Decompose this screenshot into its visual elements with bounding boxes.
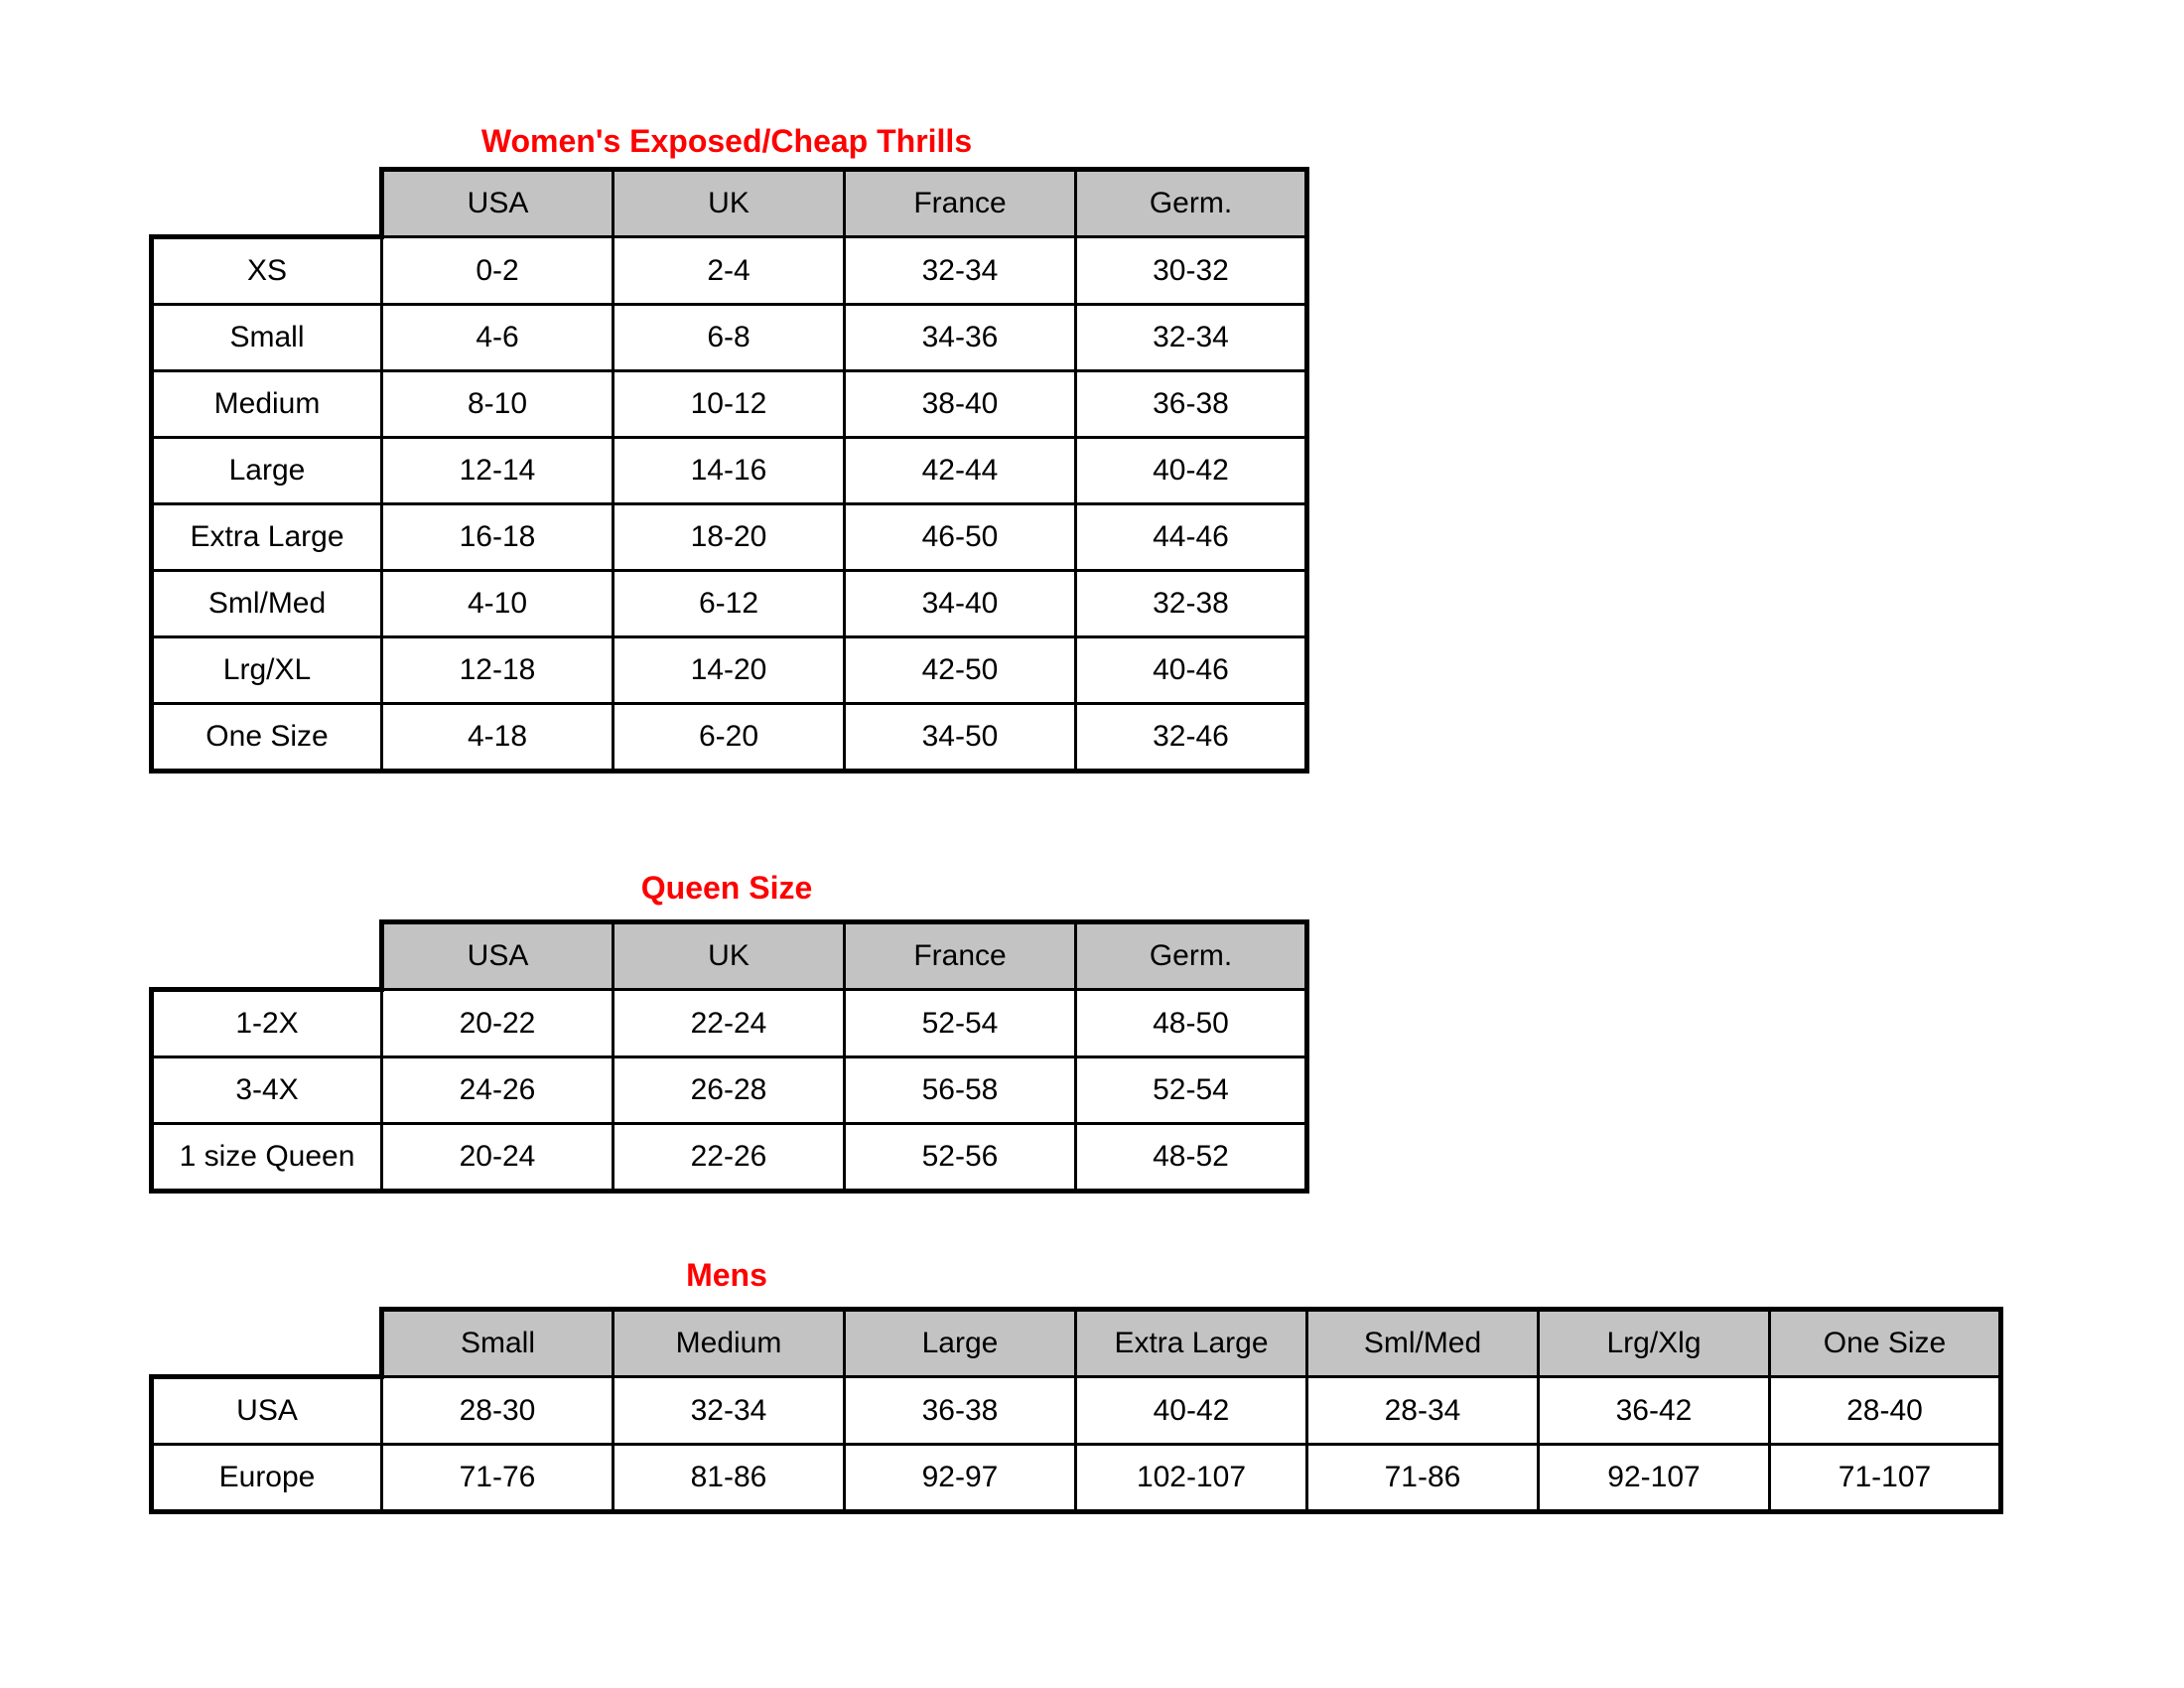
size-value-cell: 34-40	[845, 571, 1076, 637]
size-value-cell: 56-58	[845, 1057, 1076, 1124]
size-value-cell: 48-50	[1076, 990, 1307, 1057]
size-value-cell: 32-46	[1076, 704, 1307, 772]
column-header-cell: Large	[845, 1310, 1076, 1377]
size-value-cell: 52-54	[1076, 1057, 1307, 1124]
size-value-cell: 40-46	[1076, 637, 1307, 704]
row-label-cell: One Size	[152, 704, 382, 772]
size-value-cell: 0-2	[382, 237, 614, 305]
corner-blank-cell	[152, 922, 382, 990]
size-value-cell: 6-12	[614, 571, 845, 637]
column-header-cell: Germ.	[1076, 170, 1307, 237]
column-header-cell: UK	[614, 170, 845, 237]
column-header-cell: USA	[382, 170, 614, 237]
size-value-cell: 44-46	[1076, 504, 1307, 571]
size-value-cell: 4-18	[382, 704, 614, 772]
column-header-cell: Medium	[614, 1310, 845, 1377]
size-value-cell: 14-16	[614, 438, 845, 504]
column-header-cell: UK	[614, 922, 845, 990]
size-value-cell: 92-97	[845, 1445, 1076, 1512]
size-value-cell: 30-32	[1076, 237, 1307, 305]
size-value-cell: 28-34	[1307, 1377, 1539, 1445]
size-value-cell: 18-20	[614, 504, 845, 571]
table-row	[152, 1057, 1307, 1124]
size-value-cell: 36-42	[1539, 1377, 1770, 1445]
row-label-cell: Lrg/XL	[152, 637, 382, 704]
table-row	[152, 1377, 2001, 1445]
size-value-cell: 40-42	[1076, 1377, 1307, 1445]
size-value-cell: 8-10	[382, 371, 614, 438]
size-value-cell: 32-38	[1076, 571, 1307, 637]
row-label-cell: Small	[152, 305, 382, 371]
size-value-cell: 22-24	[614, 990, 845, 1057]
size-value-cell: 4-6	[382, 305, 614, 371]
size-value-cell: 28-40	[1770, 1377, 2001, 1445]
row-label-cell: Medium	[152, 371, 382, 438]
column-header-cell: Sml/Med	[1307, 1310, 1539, 1377]
row-label-cell: 3-4X	[152, 1057, 382, 1124]
size-value-cell: 4-10	[382, 571, 614, 637]
size-value-cell: 71-107	[1770, 1445, 2001, 1512]
size-value-cell: 28-30	[382, 1377, 614, 1445]
row-label-cell: XS	[152, 237, 382, 305]
size-value-cell: 22-26	[614, 1124, 845, 1192]
size-value-cell: 16-18	[382, 504, 614, 571]
row-label-cell: 1-2X	[152, 990, 382, 1057]
column-header-cell: France	[845, 170, 1076, 237]
row-label-cell: USA	[152, 1377, 382, 1445]
mens-table-title: Mens	[686, 1257, 767, 1293]
size-value-cell: 42-44	[845, 438, 1076, 504]
size-value-cell: 32-34	[845, 237, 1076, 305]
corner-blank-cell	[152, 1310, 382, 1377]
mens-size-table	[149, 1307, 2003, 1514]
column-header-cell: Small	[382, 1310, 614, 1377]
column-header-cell: Extra Large	[1076, 1310, 1307, 1377]
size-value-cell: 20-22	[382, 990, 614, 1057]
table-row	[152, 237, 1307, 305]
table-row	[152, 1445, 2001, 1512]
size-value-cell: 12-18	[382, 637, 614, 704]
table-row	[152, 371, 1307, 438]
column-header-cell: Lrg/Xlg	[1539, 1310, 1770, 1377]
size-value-cell: 10-12	[614, 371, 845, 438]
row-label-cell: 1 size Queen	[152, 1124, 382, 1192]
womens-size-table	[149, 167, 1309, 774]
size-value-cell: 20-24	[382, 1124, 614, 1192]
table-row	[152, 704, 1307, 772]
womens-table-title: Women's Exposed/Cheap Thrills	[480, 123, 973, 159]
corner-blank-cell	[152, 170, 382, 237]
size-value-cell: 71-76	[382, 1445, 614, 1512]
size-value-cell: 48-52	[1076, 1124, 1307, 1192]
table-row	[152, 637, 1307, 704]
size-value-cell: 32-34	[614, 1377, 845, 1445]
size-value-cell: 42-50	[845, 637, 1076, 704]
size-value-cell: 6-20	[614, 704, 845, 772]
column-header-cell: USA	[382, 922, 614, 990]
table-row	[152, 504, 1307, 571]
row-label-cell: Large	[152, 438, 382, 504]
table-row	[152, 1124, 1307, 1192]
table-row	[152, 990, 1307, 1057]
row-label-cell: Extra Large	[152, 504, 382, 571]
size-value-cell: 36-38	[1076, 371, 1307, 438]
table-row	[152, 571, 1307, 637]
size-value-cell: 40-42	[1076, 438, 1307, 504]
table-row	[152, 305, 1307, 371]
size-value-cell: 32-34	[1076, 305, 1307, 371]
size-value-cell: 52-54	[845, 990, 1076, 1057]
queen-size-table	[149, 919, 1309, 1194]
column-header-cell: Germ.	[1076, 922, 1307, 990]
size-value-cell: 92-107	[1539, 1445, 1770, 1512]
size-value-cell: 12-14	[382, 438, 614, 504]
size-value-cell: 24-26	[382, 1057, 614, 1124]
size-value-cell: 52-56	[845, 1124, 1076, 1192]
size-value-cell: 2-4	[614, 237, 845, 305]
column-header-cell: France	[845, 922, 1076, 990]
size-value-cell: 34-36	[845, 305, 1076, 371]
table-row	[152, 438, 1307, 504]
size-value-cell: 81-86	[614, 1445, 845, 1512]
size-value-cell: 34-50	[845, 704, 1076, 772]
column-header-cell: One Size	[1770, 1310, 2001, 1377]
size-value-cell: 46-50	[845, 504, 1076, 571]
row-label-cell: Europe	[152, 1445, 382, 1512]
size-value-cell: 38-40	[845, 371, 1076, 438]
size-value-cell: 36-38	[845, 1377, 1076, 1445]
row-label-cell: Sml/Med	[152, 571, 382, 637]
size-value-cell: 6-8	[614, 305, 845, 371]
size-value-cell: 14-20	[614, 637, 845, 704]
queen-size-table-title: Queen Size	[640, 870, 813, 906]
size-value-cell: 26-28	[614, 1057, 845, 1124]
size-value-cell: 71-86	[1307, 1445, 1539, 1512]
size-value-cell: 102-107	[1076, 1445, 1307, 1512]
